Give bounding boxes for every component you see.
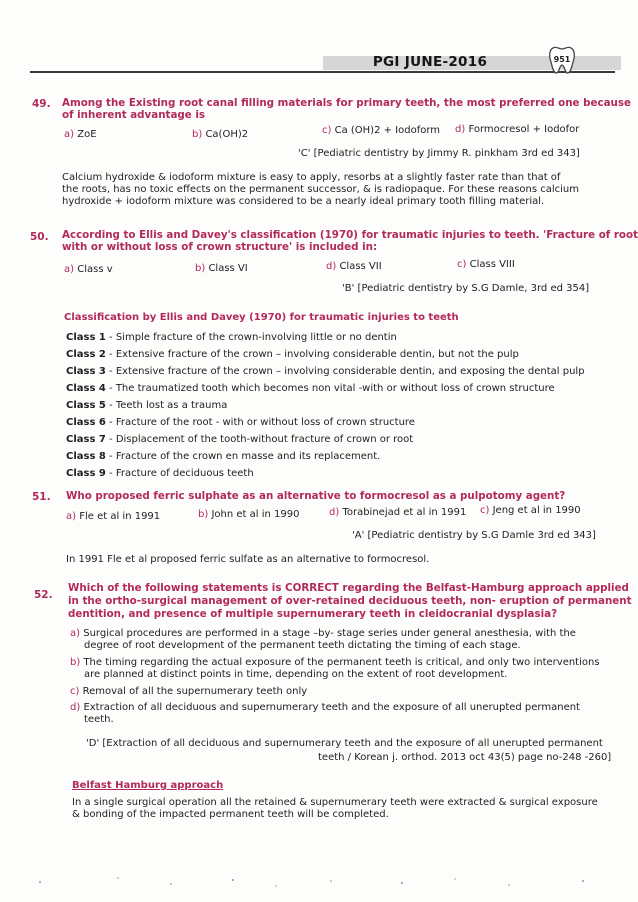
class-text: - Fracture of the crown en masse and its replacement. bbox=[105, 451, 381, 462]
option-letter: c) bbox=[480, 505, 490, 516]
section-subheading: Belfast Hamburg approach bbox=[72, 780, 224, 791]
class-item bbox=[66, 366, 585, 377]
class-text: - Extensive fracture of the crown – involving considerable dentin, but not the pulp bbox=[105, 349, 519, 360]
class-text: - Teeth lost as a trauma bbox=[105, 400, 228, 411]
explanation-paragraph bbox=[72, 797, 598, 821]
question-text: Among the Existing root canal filling materials for primary teeth, the most preferred one because bbox=[62, 97, 631, 109]
option-letter: b) bbox=[195, 263, 206, 274]
option-letter: c) bbox=[322, 125, 332, 136]
class-item bbox=[66, 468, 254, 479]
option-a bbox=[64, 264, 113, 275]
explanation-line: Calcium hydroxide & iodoform mixture is easy to apply, resorbs at a slightly faster rate than that of bbox=[62, 172, 561, 183]
page-title: PGI JUNE-2016 bbox=[372, 54, 488, 70]
option-b bbox=[70, 657, 600, 681]
answer-reference: 'D' [Extraction of all deciduous and supernumerary teeth and the exposure of all unerupted permanent bbox=[86, 738, 603, 749]
class-text: - Extensive fracture of the crown – involving considerable dentin, and exposing the dental pulp bbox=[105, 366, 585, 377]
option-text: Ca (OH)2 + Iodoform bbox=[334, 125, 441, 136]
option-letter: a) bbox=[66, 511, 77, 522]
question-text: in the ortho-surgical management of over-retained deciduous teeth, non- eruption of permanent bbox=[68, 595, 632, 607]
explanation-line: In a single surgical operation all the retained & supernumerary teeth were extracted & surgical exposure bbox=[72, 797, 598, 808]
class-label: Class 4 bbox=[66, 383, 106, 394]
scan-noise bbox=[0, 872, 638, 892]
option-letter: b) bbox=[198, 509, 209, 520]
option-letter: d) bbox=[326, 261, 337, 272]
option-letter: a) bbox=[64, 129, 75, 140]
class-label: Class 5 bbox=[66, 400, 106, 411]
option-a bbox=[66, 511, 160, 522]
option-text: Torabinejad et al in 1991 bbox=[342, 507, 467, 518]
section-subheading: Classification by Ellis and Davey (1970) for traumatic injuries to teeth bbox=[64, 312, 459, 323]
option-b bbox=[192, 129, 248, 140]
answer-reference: 'C' [Pediatric dentistry by Jimmy R. pinkham 3rd ed 343] bbox=[298, 148, 580, 159]
class-label: Class 7 bbox=[66, 434, 106, 445]
class-item bbox=[66, 349, 519, 360]
answer-reference: teeth / Korean j. orthod. 2013 oct 43(5) page no-248 -260] bbox=[318, 752, 612, 763]
option-a bbox=[70, 628, 576, 652]
option-text: Removal of all the supernumerary teeth only bbox=[82, 686, 308, 697]
option-b bbox=[198, 509, 299, 520]
page-number: 951 bbox=[553, 55, 571, 64]
question-text: dentition, and presence of multiple supernumerary teeth in cleidocranial dysplasia? bbox=[68, 608, 558, 620]
option-text: ZoE bbox=[77, 129, 97, 140]
explanation-line: hydroxide + iodoform mixture was considered to be a nearly ideal primary tooth filling material. bbox=[62, 196, 545, 207]
question-number: 51. bbox=[32, 491, 51, 503]
class-item bbox=[66, 434, 413, 445]
class-item bbox=[66, 332, 397, 343]
class-text: - Fracture of deciduous teeth bbox=[105, 468, 254, 479]
option-b bbox=[195, 263, 248, 274]
explanation-paragraph: In 1991 Fle et al proposed ferric sulfate as an alternative to formocresol. bbox=[66, 554, 430, 565]
class-text: - Displacement of the tooth-without fracture of crown or root bbox=[105, 434, 414, 445]
option-text: Extraction of all deciduous and supernumerary teeth and the exposure of all unerupted permanent bbox=[83, 702, 580, 713]
option-text: The timing regarding the actual exposure of the permanent teeth is critical, and only two interventions bbox=[83, 657, 600, 668]
class-item bbox=[66, 417, 415, 428]
option-letter: b) bbox=[70, 657, 81, 668]
option-c bbox=[322, 125, 440, 136]
class-label: Class 9 bbox=[66, 468, 106, 479]
option-c bbox=[457, 259, 515, 270]
option-text: Class v bbox=[77, 264, 113, 275]
explanation-paragraph bbox=[62, 172, 602, 208]
class-label: Class 2 bbox=[66, 349, 106, 360]
question-text: with or without loss of crown structure' is included in: bbox=[62, 241, 378, 253]
class-item bbox=[66, 451, 380, 462]
class-text: - Fracture of the root - with or without loss of crown structure bbox=[105, 417, 415, 428]
question-number: 52. bbox=[34, 589, 53, 601]
option-letter: b) bbox=[192, 129, 203, 140]
option-a bbox=[64, 129, 97, 140]
class-item bbox=[66, 383, 555, 394]
option-letter: d) bbox=[455, 124, 466, 135]
option-c bbox=[70, 686, 307, 698]
answer-reference: 'B' [Pediatric dentistry by S.G Damle, 3rd ed 354] bbox=[342, 283, 590, 294]
question-text: of inherent advantage is bbox=[62, 109, 205, 121]
option-d bbox=[326, 261, 382, 272]
answer-reference: 'A' [Pediatric dentistry by S.G Damle 3rd ed 343] bbox=[352, 530, 596, 541]
option-letter: a) bbox=[70, 628, 81, 639]
option-letter: c) bbox=[70, 686, 80, 697]
class-label: Class 8 bbox=[66, 451, 106, 462]
option-d bbox=[70, 702, 580, 726]
class-item bbox=[66, 400, 227, 411]
class-label: Class 3 bbox=[66, 366, 106, 377]
question-text: Which of the following statements is CORRECT regarding the Belfast-Hamburg approach applied bbox=[68, 582, 629, 594]
header-rule bbox=[30, 71, 615, 73]
option-text: teeth. bbox=[84, 714, 114, 725]
option-text: Fle et al in 1991 bbox=[79, 511, 161, 522]
option-text: Ca(OH)2 bbox=[205, 129, 249, 140]
option-letter: d) bbox=[70, 702, 81, 713]
option-text: Formocresol + Iodofor bbox=[468, 124, 580, 135]
question-text: Who proposed ferric sulphate as an alternative to formocresol as a pulpotomy agent? bbox=[66, 490, 566, 502]
option-text: are planned at distinct points in time, depending on the extent of root development. bbox=[84, 669, 508, 680]
class-label: Class 1 bbox=[66, 332, 106, 343]
class-label: Class 6 bbox=[66, 417, 106, 428]
question-number: 49. bbox=[32, 98, 51, 110]
option-text: John et al in 1990 bbox=[211, 509, 300, 520]
class-text: - The traumatized tooth which becomes non vital -with or without loss of crown structure bbox=[105, 383, 555, 394]
option-text: Jeng et al in 1990 bbox=[492, 505, 581, 516]
question-number: 50. bbox=[30, 231, 49, 243]
option-text: Surgical procedures are performed in a stage –by- stage series under general anesthesia, with the bbox=[83, 628, 576, 639]
option-d bbox=[329, 507, 466, 518]
explanation-line: & bonding of the impacted permanent teeth will be completed. bbox=[72, 809, 389, 820]
option-c bbox=[480, 505, 581, 516]
option-text: Class VII bbox=[339, 261, 382, 272]
option-letter: d) bbox=[329, 507, 340, 518]
explanation-line: the roots, has no toxic effects on the permanent successor, & is radiopaque. For these reasons calcium bbox=[62, 184, 580, 195]
question-text: According to Ellis and Davey's classification (1970) for traumatic injuries to teeth. 'Fracture of root bbox=[62, 229, 638, 241]
option-text: Class VI bbox=[208, 263, 248, 274]
option-d bbox=[455, 124, 579, 135]
class-text: - Simple fracture of the crown-involving little or no dentin bbox=[105, 332, 397, 343]
option-letter: a) bbox=[64, 264, 75, 275]
option-text: Class VIII bbox=[469, 259, 515, 270]
option-text: degree of root development of the permanent teeth dictating the timing of each stage. bbox=[84, 640, 521, 651]
option-letter: c) bbox=[457, 259, 467, 270]
